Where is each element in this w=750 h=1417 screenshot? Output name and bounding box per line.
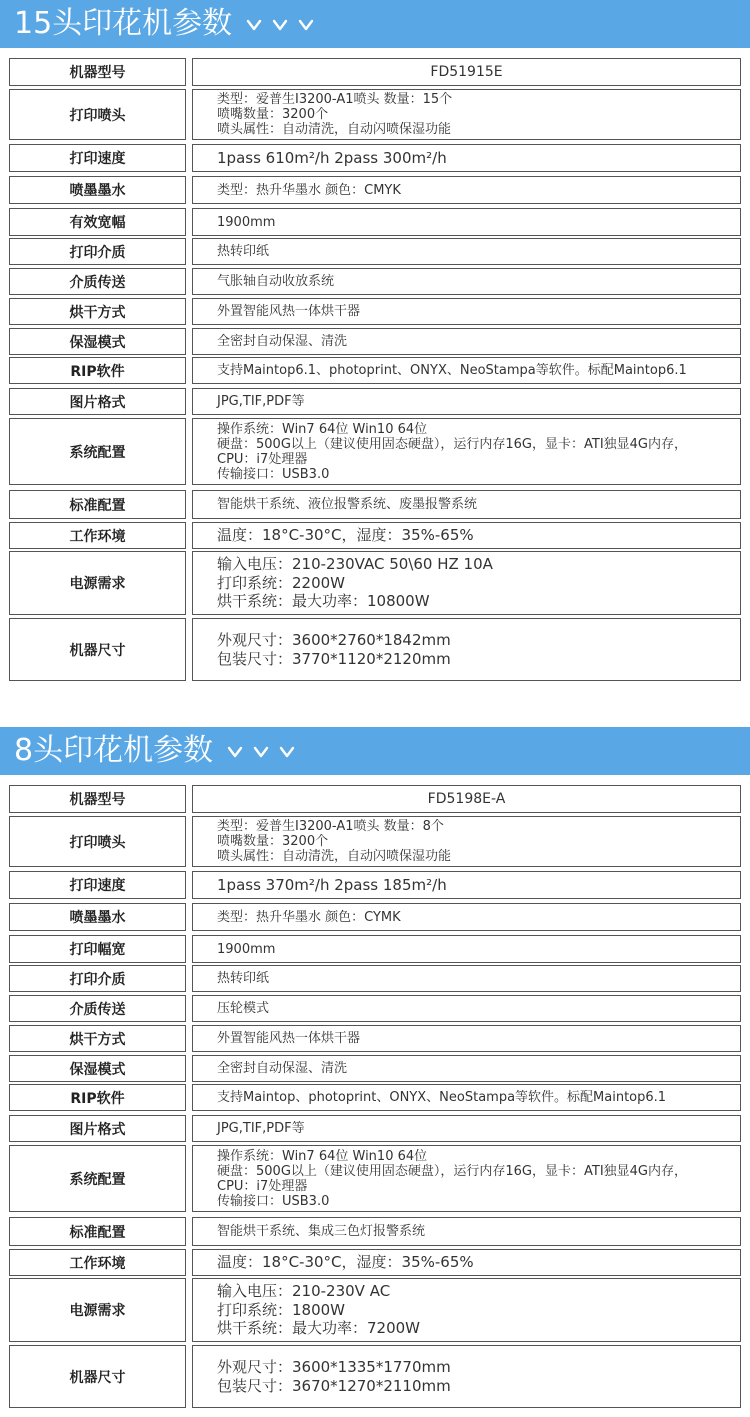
spec-value-line: 1pass 610m²/h 2pass 300m²/h bbox=[217, 148, 447, 167]
spec-value-line: 1pass 370m²/h 2pass 185m²/h bbox=[217, 875, 447, 894]
spec-label: 图片格式 bbox=[9, 388, 186, 415]
spec-value-line: JPG,TIF,PDF等 bbox=[217, 1121, 305, 1136]
spec-row bbox=[0, 1249, 750, 1276]
chevron-down-icon bbox=[298, 19, 314, 31]
spec-row bbox=[0, 268, 750, 295]
spec-row bbox=[0, 816, 750, 867]
spec-value-line: 支持Maintop6.1、photoprint、ONYX、NeoStampa等软件。标配Maintop6.1 bbox=[217, 363, 687, 378]
spec-value-line: 打印系统：2200W bbox=[217, 573, 346, 592]
spec-value bbox=[192, 522, 741, 549]
section-title bbox=[14, 5, 324, 43]
spec-value bbox=[192, 357, 741, 384]
spec-row bbox=[0, 1345, 750, 1408]
spec-row bbox=[0, 871, 750, 899]
spec-value bbox=[192, 418, 741, 485]
spec-value-line: 外观尺寸：3600*2760*1842mm bbox=[217, 631, 451, 649]
spec-value-line: 类型：爱普生I3200-A1喷头 数量：15个 bbox=[217, 92, 453, 107]
spec-label: 打印幅宽 bbox=[9, 935, 186, 963]
spec-value-line: 传输接口：USB3.0 bbox=[217, 1193, 330, 1209]
spec-row bbox=[0, 418, 750, 485]
spec-value-line: CPU：i7处理器 bbox=[217, 451, 308, 467]
spec-value bbox=[192, 208, 741, 236]
spec-value bbox=[192, 176, 741, 204]
spec-value bbox=[192, 903, 741, 931]
spec-value-line: 输入电压：210-230VAC 50\60 HZ 10A bbox=[217, 555, 493, 574]
spec-value-line: 类型：热升华墨水 颜色：CYMK bbox=[217, 909, 401, 925]
chevron-down-icon bbox=[246, 19, 262, 31]
spec-value-line: 智能烘干系统、集成三色灯报警系统 bbox=[217, 1224, 426, 1239]
spec-row bbox=[0, 176, 750, 204]
chevron-down-icon bbox=[253, 746, 269, 758]
spec-label: RIP软件 bbox=[9, 357, 186, 384]
spec-value bbox=[192, 89, 741, 140]
spec-row bbox=[0, 1084, 750, 1111]
spec-value-line: 硬盘：500G以上（建议使用固态硬盘），运行内存16G，显卡：ATI独显4G内存， bbox=[217, 436, 688, 452]
spec-value bbox=[192, 935, 741, 963]
spec-label: 标准配置 bbox=[9, 1217, 186, 1246]
spec-value-line: FD51915E bbox=[430, 63, 503, 80]
spec-label: 保湿模式 bbox=[9, 1055, 186, 1082]
spec-label: 介质传送 bbox=[9, 268, 186, 295]
spec-label: 介质传送 bbox=[9, 995, 186, 1022]
spec-value-line: 喷头属性：自动清洗，自动闪喷保湿功能 bbox=[217, 849, 452, 864]
spec-row bbox=[0, 903, 750, 931]
spec-row bbox=[0, 965, 750, 992]
spec-value bbox=[192, 1345, 741, 1408]
section-banner bbox=[0, 727, 750, 775]
spec-value-line: 全密封自动保湿、清洗 bbox=[217, 1061, 348, 1076]
spec-label: 喷墨墨水 bbox=[9, 903, 186, 931]
spec-label: 打印介质 bbox=[9, 965, 186, 992]
spec-label: 系统配置 bbox=[9, 1145, 186, 1212]
spec-row bbox=[0, 490, 750, 519]
spec-value bbox=[192, 388, 741, 415]
spec-label: 电源需求 bbox=[9, 1278, 186, 1342]
spec-label: 机器型号 bbox=[9, 58, 186, 86]
spec-value-line: 外置智能风热一体烘干器 bbox=[217, 304, 361, 319]
spec-value-line: 温度：18°C-30°C，湿度：35%-65% bbox=[217, 1253, 474, 1272]
spec-row bbox=[0, 328, 750, 355]
spec-label: 打印速度 bbox=[9, 871, 186, 899]
spec-value bbox=[192, 144, 741, 172]
spec-label: 系统配置 bbox=[9, 418, 186, 485]
spec-value-line: FD5198E-A bbox=[427, 790, 506, 807]
spec-row bbox=[0, 995, 750, 1022]
spec-value-line: 包装尺寸：3770*1120*2120mm bbox=[217, 649, 451, 668]
spec-value bbox=[192, 618, 741, 681]
spec-value-line: 喷嘴数量：3200个 bbox=[217, 107, 329, 122]
spec-label: 打印喷头 bbox=[9, 89, 186, 140]
spec-value-line: 硬盘：500G以上（建议使用固态硬盘），运行内存16G，显卡：ATI独显4G内存， bbox=[217, 1163, 688, 1179]
spec-value-line: 烘干系统：最大功率：7200W bbox=[217, 1319, 421, 1338]
chevron-down-icon bbox=[227, 746, 243, 758]
spec-row bbox=[0, 785, 750, 813]
spec-row bbox=[0, 357, 750, 384]
spec-value bbox=[192, 1084, 741, 1111]
spec-value bbox=[192, 816, 741, 867]
spec-label: 打印介质 bbox=[9, 238, 186, 265]
spec-label: RIP软件 bbox=[9, 1084, 186, 1111]
spec-row bbox=[0, 522, 750, 549]
spec-row bbox=[0, 208, 750, 236]
spec-label: 电源需求 bbox=[9, 551, 186, 615]
section-title-text: 15头印花机参数 bbox=[14, 6, 233, 41]
spec-value-line: CPU：i7处理器 bbox=[217, 1178, 308, 1194]
section-title bbox=[14, 732, 305, 770]
spec-label: 烘干方式 bbox=[9, 1025, 186, 1052]
spec-value-line: 全密封自动保湿、清洗 bbox=[217, 334, 348, 349]
chevron-down-icon bbox=[279, 746, 295, 758]
spec-value bbox=[192, 58, 741, 86]
spec-section bbox=[0, 727, 750, 1417]
spec-row bbox=[0, 144, 750, 172]
spec-row bbox=[0, 298, 750, 325]
spec-label: 有效宽幅 bbox=[9, 208, 186, 236]
spec-section bbox=[0, 0, 750, 690]
spec-value-line: 类型：热升华墨水 颜色：CMYK bbox=[217, 182, 401, 198]
section-banner bbox=[0, 0, 750, 48]
spec-value bbox=[192, 490, 741, 519]
spec-value-line: 智能烘干系统、液位报警系统、废墨报警系统 bbox=[217, 497, 478, 512]
spec-row bbox=[0, 58, 750, 86]
spec-value bbox=[192, 1145, 741, 1212]
spec-row bbox=[0, 1025, 750, 1052]
chevron-down-icon bbox=[272, 19, 288, 31]
spec-value bbox=[192, 268, 741, 295]
spec-value-line: 1900mm bbox=[217, 941, 276, 957]
spec-value bbox=[192, 785, 741, 813]
spec-value bbox=[192, 238, 741, 265]
chevron-group bbox=[246, 5, 324, 43]
spec-label: 工作环境 bbox=[9, 1249, 186, 1276]
spec-row bbox=[0, 1145, 750, 1212]
spec-row bbox=[0, 89, 750, 140]
spec-value-line: 烘干系统：最大功率：10800W bbox=[217, 592, 430, 611]
spec-value-line: 包装尺寸：3670*1270*2110mm bbox=[217, 1376, 451, 1395]
spec-row bbox=[0, 935, 750, 963]
spec-row bbox=[0, 1055, 750, 1082]
spec-label: 图片格式 bbox=[9, 1115, 186, 1142]
spec-row bbox=[0, 551, 750, 615]
spec-value bbox=[192, 1115, 741, 1142]
spec-value-line: 操作系统：Win7 64位 Win10 64位 bbox=[217, 1148, 428, 1164]
spec-label: 打印速度 bbox=[9, 144, 186, 172]
spec-row bbox=[0, 1278, 750, 1342]
spec-value bbox=[192, 1278, 741, 1342]
spec-label: 机器型号 bbox=[9, 785, 186, 813]
spec-value-line: 1900mm bbox=[217, 214, 276, 230]
spec-value bbox=[192, 298, 741, 325]
spec-value bbox=[192, 328, 741, 355]
spec-value-line: 类型：爱普生I3200-A1喷头 数量：8个 bbox=[217, 819, 444, 834]
spec-value bbox=[192, 1217, 741, 1246]
spec-label: 烘干方式 bbox=[9, 298, 186, 325]
spec-value bbox=[192, 551, 741, 615]
spec-row bbox=[0, 1217, 750, 1246]
spec-value-line: 喷头属性：自动清洗，自动闪喷保湿功能 bbox=[217, 122, 452, 137]
spec-value-line: 喷嘴数量：3200个 bbox=[217, 834, 329, 849]
spec-value bbox=[192, 1055, 741, 1082]
spec-value bbox=[192, 995, 741, 1022]
spec-label: 喷墨墨水 bbox=[9, 176, 186, 204]
spec-value-line: 输入电压：210-230V AC bbox=[217, 1282, 391, 1301]
spec-value-line: 热转印纸 bbox=[217, 971, 270, 986]
spec-label: 打印喷头 bbox=[9, 816, 186, 867]
spec-row bbox=[0, 238, 750, 265]
section-title-text: 8头印花机参数 bbox=[14, 733, 214, 768]
spec-label: 机器尺寸 bbox=[9, 618, 186, 681]
spec-value-line: 热转印纸 bbox=[217, 244, 270, 259]
spec-value bbox=[192, 965, 741, 992]
chevron-group bbox=[227, 732, 305, 770]
spec-value-line: 外观尺寸：3600*1335*1770mm bbox=[217, 1358, 451, 1376]
spec-value-line: 压轮模式 bbox=[217, 1001, 270, 1016]
spec-value-line: 传输接口：USB3.0 bbox=[217, 466, 330, 482]
spec-value-line: JPG,TIF,PDF等 bbox=[217, 394, 305, 409]
spec-value-line: 外置智能风热一体烘干器 bbox=[217, 1031, 361, 1046]
spec-row bbox=[0, 388, 750, 415]
spec-label: 保湿模式 bbox=[9, 328, 186, 355]
spec-value bbox=[192, 1249, 741, 1276]
spec-label: 标准配置 bbox=[9, 490, 186, 519]
spec-value-line: 气胀轴自动收放系统 bbox=[217, 274, 335, 289]
spec-label: 工作环境 bbox=[9, 522, 186, 549]
spec-value bbox=[192, 1025, 741, 1052]
spec-value-line: 温度：18°C-30°C，湿度：35%-65% bbox=[217, 526, 474, 545]
spec-label: 机器尺寸 bbox=[9, 1345, 186, 1408]
spec-value bbox=[192, 871, 741, 899]
spec-value-line: 操作系统：Win7 64位 Win10 64位 bbox=[217, 421, 428, 437]
spec-row bbox=[0, 618, 750, 681]
spec-value-line: 打印系统：1800W bbox=[217, 1300, 346, 1319]
spec-value-line: 支持Maintop、photoprint、ONYX、NeoStampa等软件。标配Maintop6.1 bbox=[217, 1090, 667, 1105]
spec-row bbox=[0, 1115, 750, 1142]
